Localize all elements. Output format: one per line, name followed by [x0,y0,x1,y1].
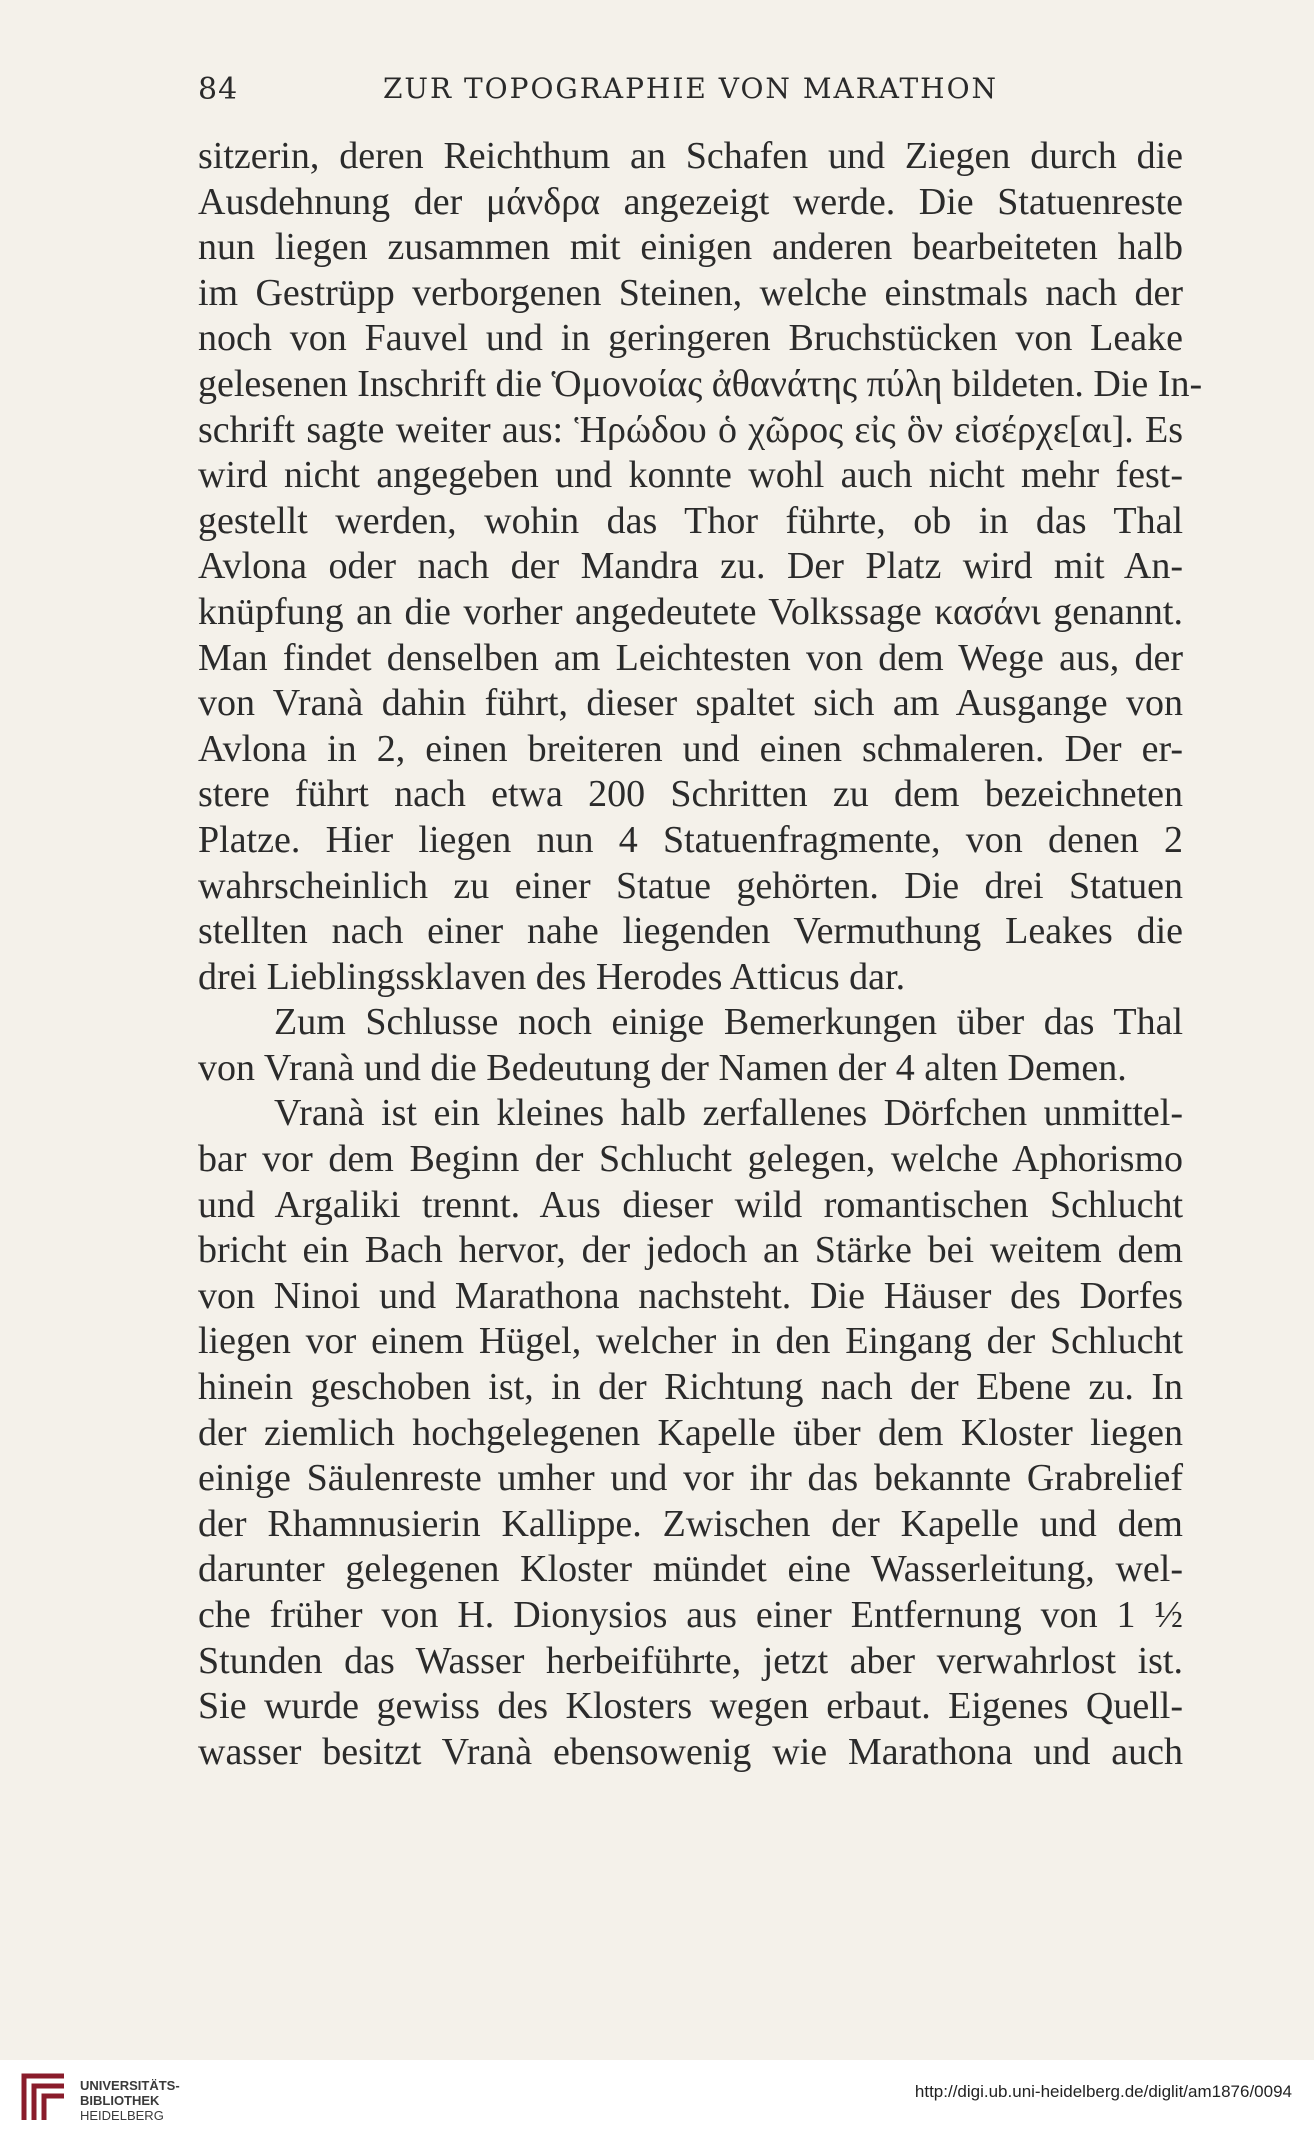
text-line: gelesenen Inschrift die Ὁμονοίας ἀθανάτης πύλη bildeten. Die In- [198,362,1203,405]
text-line: bricht ein Bach hervor, der jedoch an Stärke bei weitem dem [198,1229,1183,1272]
page-header [198,72,1183,122]
text-line: stere führt nach etwa 200 Schritten zu dem bezeichneten [198,773,1183,816]
text-line: darunter gelegenen Kloster mündet eine Wasserleitung, wel- [198,1548,1183,1591]
text-line: Avlona in 2, einen breiteren und einen schmaleren. Der er- [198,727,1183,770]
text-line: von Vranà dahin führt, dieser spaltet sich am Ausgange von [198,682,1183,725]
text-line: gestellt werden, wohin das Thor führte, ob in das Thal [198,499,1183,542]
text-line: im Gestrüpp verborgenen Steinen, welche einstmals nach der [198,271,1183,314]
text-line: liegen vor einem Hügel, welcher in den Eingang der Schlucht [198,1320,1183,1363]
paragraph-end-line: drei Lieblingssklaven des Herodes Atticus dar. [198,955,906,998]
text-line: che früher von H. Dionysios aus einer Entfernung von 1 ½ [198,1594,1183,1636]
text-line: einige Säulenreste umher und vor ihr das bekannte Grabrelief [198,1457,1183,1500]
university-library-logo-icon [18,2066,70,2126]
text-line: noch von Fauvel und in geringeren Bruchstücken von Leake [198,317,1183,360]
paragraph-start-line: Vranà ist ein kleines halb zerfallenes Dörfchen unmittel- [274,1092,1183,1135]
text-line: nun liegen zusammen mit einigen anderen bearbeiteten halb [198,226,1183,269]
paragraph-start-line: Zum Schlusse noch einige Bemerkungen über das Thal [274,1001,1183,1044]
page-number: 84 [198,72,239,107]
text-line: Sie wurde gewiss des Klosters wegen erbaut. Eigenes Quell- [198,1685,1183,1728]
text-line: Platze. Hier liegen nun 4 Statuenfragmente, von denen 2 [198,818,1183,861]
text-line: Stunden das Wasser herbeiführte, jetzt aber verwahrlost ist. [198,1639,1183,1682]
text-line: hinein geschoben ist, in der Richtung nach der Ebene zu. In [198,1366,1183,1409]
text-line: und Argaliki trennt. Aus dieser wild romantischen Schlucht [198,1183,1183,1226]
text-line: bar vor dem Beginn der Schlucht gelegen, welche Aphorismo [198,1138,1183,1181]
text-line: der ziemlich hochgelegenen Kapelle über dem Kloster liegen [198,1411,1183,1454]
text-line: sitzerin, deren Reichthum an Schafen und Ziegen durch die [198,135,1183,177]
source-url: http://digi.ub.uni-heidelberg.de/diglit/am1876/0094 [914,2082,1292,2101]
text-line: von Ninoi und Marathona nachsteht. Die Häuser des Dorfes [198,1274,1183,1317]
text-line: der Rhamnusierin Kallippe. Zwischen der Kapelle und dem [198,1502,1183,1545]
running-title: ZUR TOPOGRAPHIE VON MARATHON [382,72,999,105]
text-line: wasser besitzt Vranà ebensowenig wie Marathona und auch [198,1730,1183,1773]
text-line: Man findet denselben am Leichtesten von dem Wege aus, der [198,636,1183,679]
text-line: stellten nach einer nahe liegenden Vermuthung Leakes die [198,910,1183,953]
text-line: knüpfung an die vorher angedeutete Volkssage κασάνι genannt. [198,590,1183,633]
text-line: schrift sagte weiter aus: Ἡρώδου ὁ χῶρος εἰς ὃν εἰσέρχε[αι]. Es [198,408,1183,451]
text-line: wird nicht angegeben und konnte wohl auch nicht mehr fest- [198,454,1183,497]
paragraph-end-line: von Vranà und die Bedeutung der Namen der 4 alten Demen. [198,1046,1127,1089]
text-line: wahrscheinlich zu einer Statue gehörten. Die drei Statuen [198,864,1183,907]
institution-line: BIBLIOTHEK [80,2093,160,2108]
institution-line: UNIVERSITÄTS- [80,2078,180,2093]
body-text [198,134,1203,1775]
institution-name [80,2078,180,2123]
text-line: Avlona oder nach der Mandra zu. Der Platz wird mit An- [198,545,1183,588]
institution-line: HEIDELBERG [80,2108,164,2123]
page-footer [0,2060,1314,2148]
text-line: Ausdehnung der μάνδρα angezeigt werde. Die Statuenreste [198,180,1183,223]
